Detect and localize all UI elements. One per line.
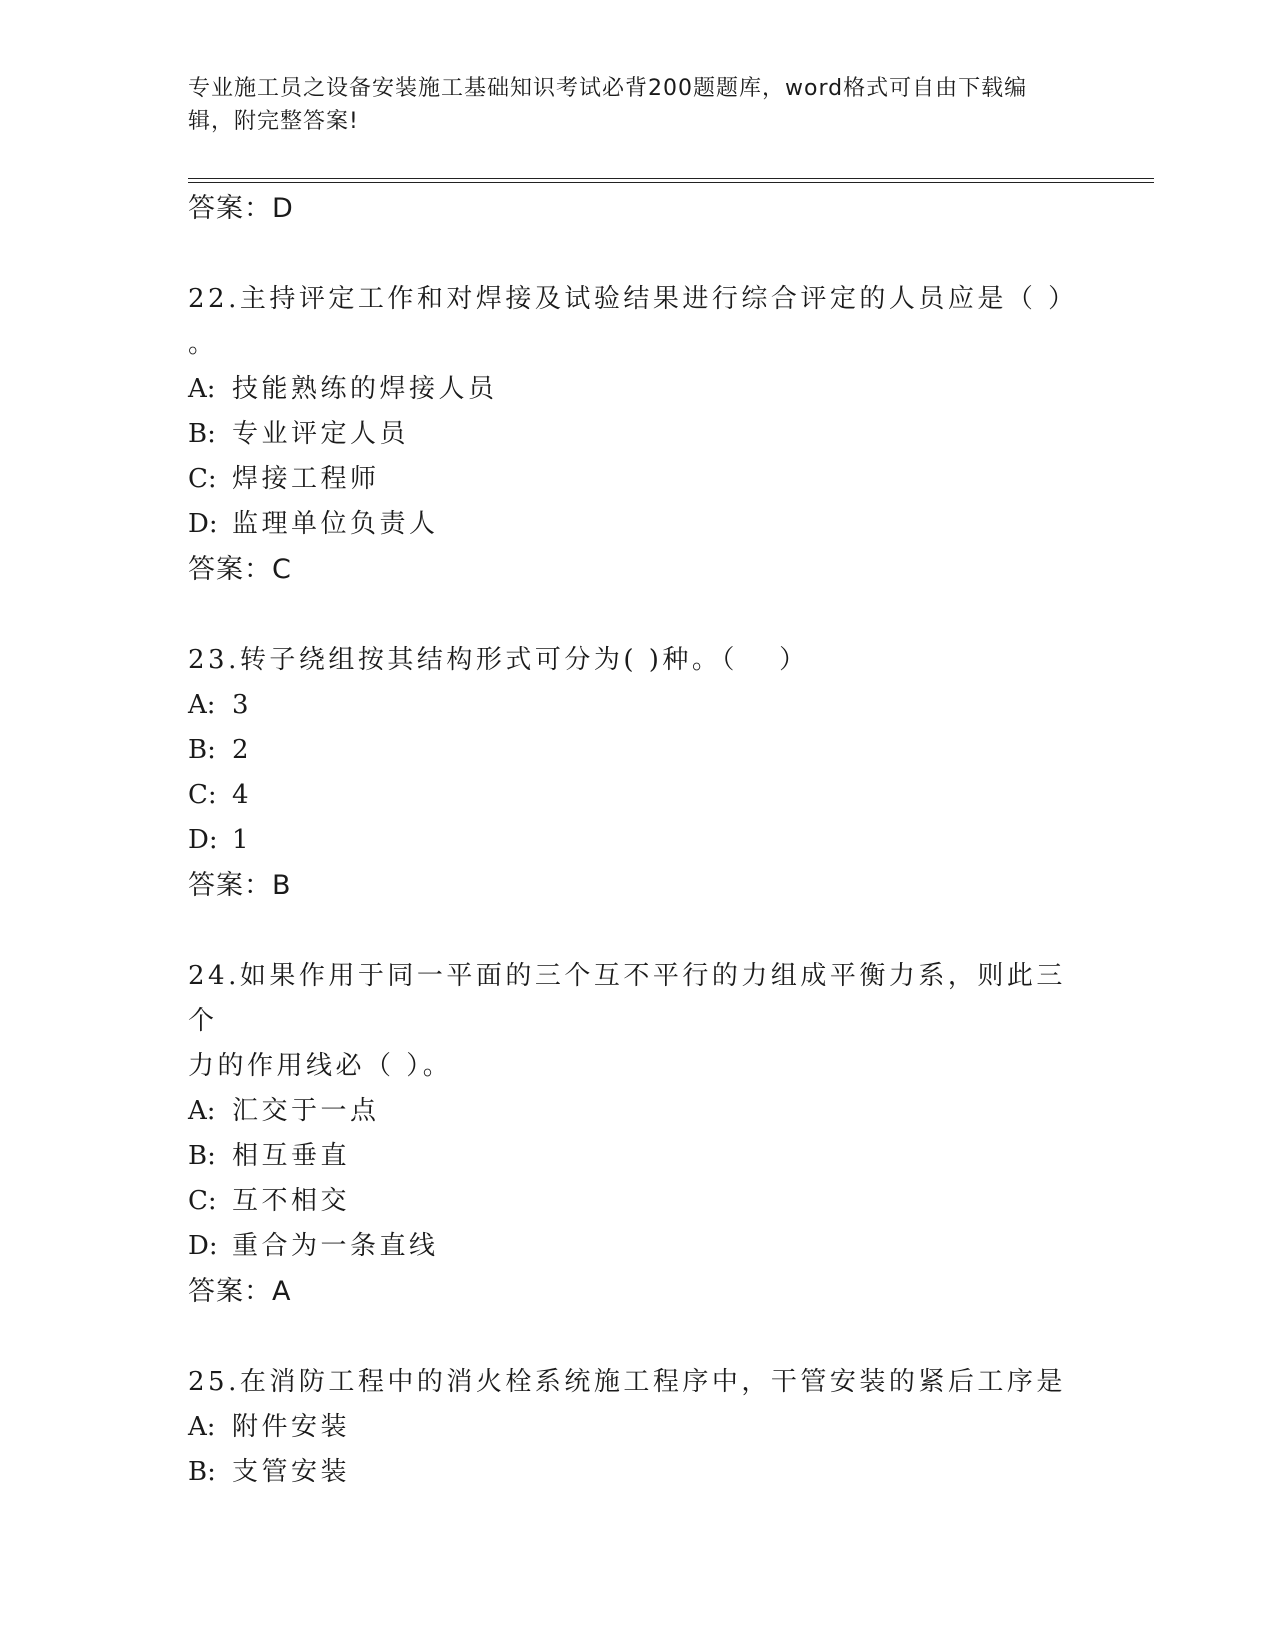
option-text: 重合为一条直线 bbox=[232, 1231, 439, 1261]
question-text-continued: 。 bbox=[188, 329, 218, 359]
option-b bbox=[188, 1134, 1088, 1179]
option-key: A: bbox=[188, 1096, 216, 1126]
option-b bbox=[188, 1450, 1088, 1495]
option-text: 1 bbox=[232, 825, 253, 855]
option-text: 支管安装 bbox=[232, 1457, 351, 1487]
option-b bbox=[188, 728, 1088, 773]
question-23 bbox=[188, 638, 1088, 908]
option-a bbox=[188, 683, 1088, 728]
option-key: C: bbox=[188, 1186, 217, 1216]
option-text: 2 bbox=[232, 735, 253, 765]
option-a bbox=[188, 1089, 1088, 1134]
option-key: B: bbox=[188, 1141, 216, 1171]
question-25 bbox=[188, 1360, 1088, 1495]
option-key: B: bbox=[188, 1457, 216, 1487]
option-text: 相互垂直 bbox=[232, 1141, 351, 1171]
option-text: 监理单位负责人 bbox=[232, 509, 439, 539]
option-text: 附件安装 bbox=[232, 1412, 351, 1442]
option-a bbox=[188, 1405, 1088, 1450]
option-text: 3 bbox=[232, 690, 253, 720]
option-d bbox=[188, 818, 1088, 863]
option-c bbox=[188, 1179, 1088, 1224]
option-key: B: bbox=[188, 419, 216, 449]
answer-line: 答案：D bbox=[188, 193, 294, 224]
option-text: 互不相交 bbox=[232, 1186, 351, 1216]
option-text: 4 bbox=[232, 780, 253, 810]
option-d bbox=[188, 502, 1088, 547]
option-key: A: bbox=[188, 374, 216, 404]
option-key: D: bbox=[188, 825, 218, 855]
option-text: 技能熟练的焊接人员 bbox=[232, 374, 498, 404]
question-text: 25.在消防工程中的消火栓系统施工程序中，干管安装的紧后工序是 bbox=[188, 1367, 1066, 1397]
question-text: 22.主持评定工作和对焊接及试验结果进行综合评定的人员应是（ ） bbox=[188, 284, 1078, 314]
option-key: D: bbox=[188, 509, 218, 539]
answer-line: 答案：A bbox=[188, 1276, 292, 1307]
option-key: A: bbox=[188, 690, 216, 720]
option-key: D: bbox=[188, 1231, 218, 1261]
option-key: B: bbox=[188, 735, 216, 765]
question-22 bbox=[188, 277, 1088, 592]
header-divider bbox=[188, 178, 1154, 183]
question-text: 24.如果作用于同一平面的三个互不平行的力组成平衡力系，则此三个 bbox=[188, 961, 1066, 1036]
option-text: 汇交于一点 bbox=[232, 1096, 380, 1126]
option-key: C: bbox=[188, 780, 217, 810]
option-d bbox=[188, 1224, 1088, 1269]
document-body bbox=[188, 186, 1088, 1495]
answer-line: 答案：B bbox=[188, 870, 292, 901]
option-c bbox=[188, 773, 1088, 818]
option-b bbox=[188, 412, 1088, 457]
option-key: A: bbox=[188, 1412, 216, 1442]
option-c bbox=[188, 457, 1088, 502]
answer-line: 答案：C bbox=[188, 554, 292, 585]
question-text-continued: 力的作用线必（ ）。 bbox=[188, 1051, 453, 1081]
option-a bbox=[188, 367, 1088, 412]
document-header-title: 专业施工员之设备安装施工基础知识考试必背200题题库，word格式可自由下载编辑，附完整答案! bbox=[188, 76, 1028, 134]
option-text: 专业评定人员 bbox=[232, 419, 410, 449]
option-text: 焊接工程师 bbox=[232, 464, 380, 494]
question-24 bbox=[188, 954, 1088, 1314]
question-text: 23.转子绕组按其结构形式可分为( )种。（ ） bbox=[188, 645, 809, 675]
option-key: C: bbox=[188, 464, 217, 494]
